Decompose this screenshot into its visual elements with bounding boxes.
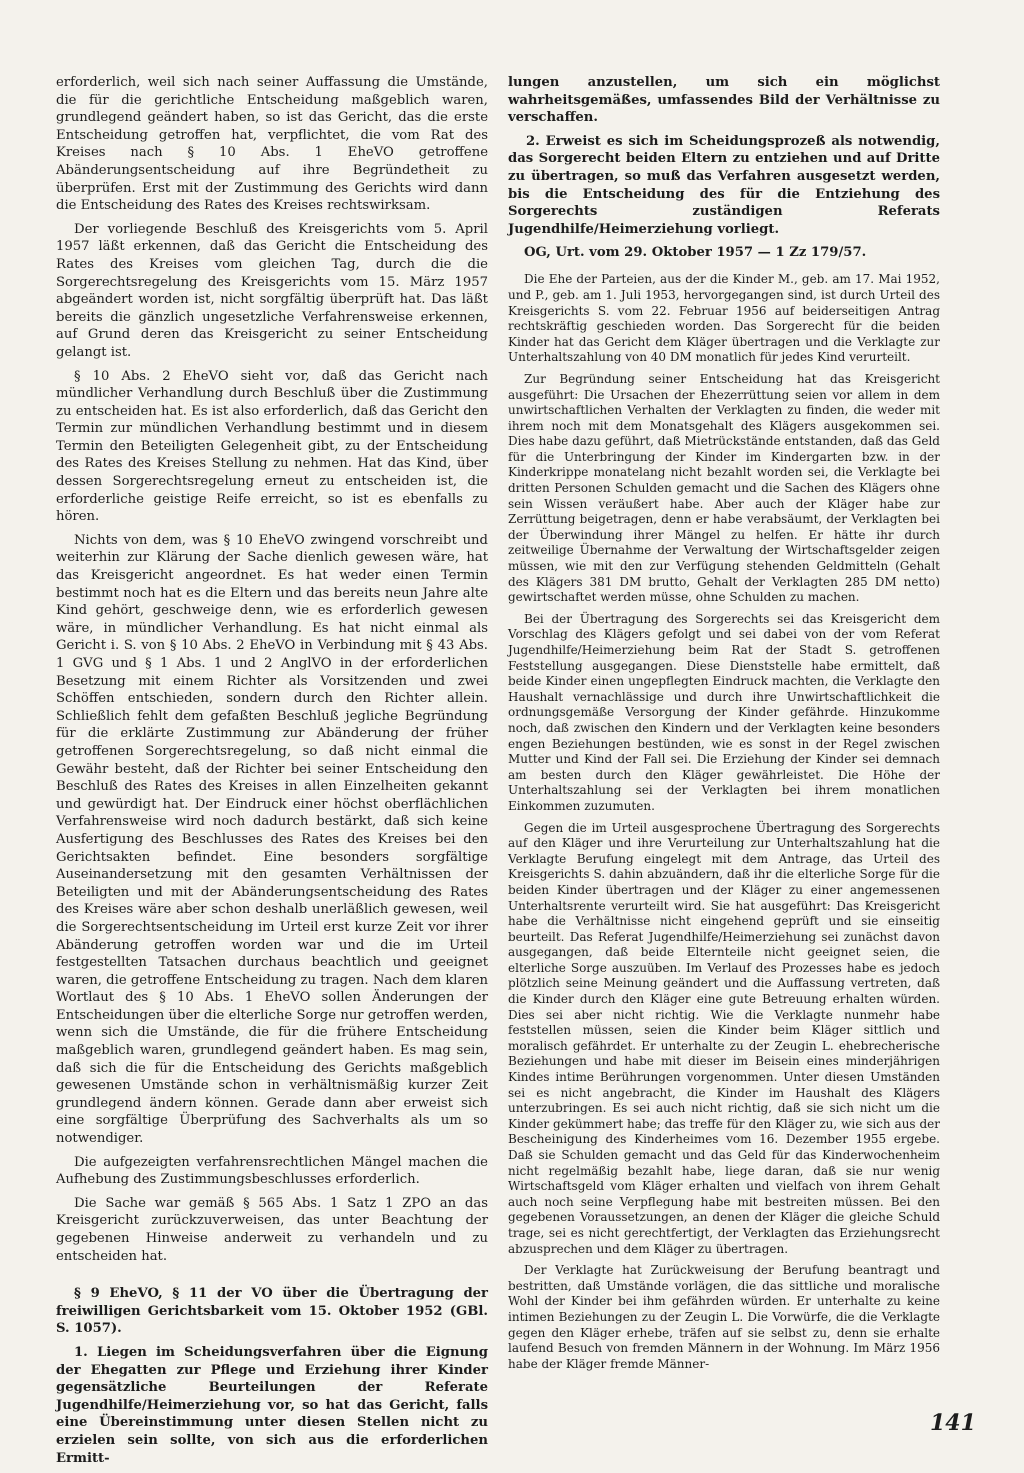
left-column xyxy=(56,74,488,1473)
paragraph: Der vorliegende Beschluß des Kreisgerichts vom 5. April 1957 läßt erkennen, daß das Gericht die Entscheidung des Rates des Kreises vom gleichen Tag, durch die die Sorgerechtsregelung des Kreisgerichts vom 15. März 1957 abgeändert worden ist, nicht sorgfältig überprüft hat. Das läßt bereits die gänzlich ungesetzliche Verfahrensweise erkennen, auf Grund deren das Kreisgericht zu seiner Entscheidung gelangt ist. xyxy=(56,221,488,360)
headnote: lungen anzustellen, um sich ein möglichst wahrheitsgemäßes, umfassendes Bild der Verhältnisse zu verschaffen. xyxy=(508,75,940,126)
headnote: 2. Erweist es sich im Scheidungsprozeß als notwendig, das Sorgerecht beiden Eltern zu entziehen und auf Dritte zu übertragen, so muß das Verfahren ausgesetzt werden, bis die Entscheidung des für die Entziehung des Sorgerechts zuständigen Referats Jugendhilfe/Heimerziehung vorliegt. xyxy=(508,133,940,237)
paragraph: Zur Begründung seiner Entscheidung hat das Kreisgericht ausgeführt: Die Ursachen der Ehezerrüttung seien vor allem in dem unwirtschaftlichen Verhalten der Verklagten zu finden, die weder mit ihrem noch mit dem Monatsgehalt des Klägers ausgekommen sei. Dies habe dazu geführt, daß Mietrückstände entstanden, daß das Geld für die Unterbringung der Kinder im Kindergarten bzw. in der Kinderkrippe monatelang nicht bezahlt worden sei, die Verklagte bei dritten Personen Schulden gemacht und die Sachen des Klägers ohne sein Wissen veräußert habe. Aber auch der Kläger habe zur Zerrüttung beigetragen, denn er habe verabsäumt, der Verklagten bei der Überwindung ihrer Mängel zu helfen. Er hätte ihr durch zeitweilige Übernahme der Verwaltung der Wirtschaftsgelder zeigen müssen, wie mit den zur Verfügung stehenden Geldmitteln (Gehalt des Klägers 381 DM brutto, Gehalt der Verklagten 285 DM netto) gewirtschaftet werden müsse, ohne Schulden zu machen. xyxy=(508,371,940,605)
right-column xyxy=(508,74,940,1378)
paragraph: Die aufgezeigten verfahrensrechtlichen Mängel machen die Aufhebung des Zustimmungsbeschlusses erforderlich. xyxy=(56,1154,488,1188)
paragraph: Die Ehe der Parteien, aus der die Kinder M., geb. am 17. Mai 1952, und P., geb. am 1. Juli 1953, hervorgegangen sind, ist durch Urteil des Kreisgerichts S. vom 22. Februar 1956 auf beiderseitigen Antrag rechtskräftig geschieden worden. Das Sorgerecht für die beiden Kinder hat das Gericht dem Kläger übertragen und die Verklagte zur Unterhaltszahlung von 40 DM monatlich für jedes Kind verurteilt. xyxy=(508,272,940,365)
paragraph: erforderlich, weil sich nach seiner Auffassung die Umstände, die für die gerichtliche Entscheidung maßgeblich waren, grundlegend geändert haben, so ist das Gericht, das die erste Entscheidung getroffen hat, verpflichtet, die vom Rat des Kreises nach § 10 Abs. 1 EheVO getroffene Abänderungsentscheidung auf ihre Begründetheit zu überprüfen. Erst mit der Zustimmung des Gerichts wird dann die Entscheidung des Rates des Kreises rechtswirksam. xyxy=(56,75,488,214)
headnote: 1. Liegen im Scheidungsverfahren über die Eignung der Ehegatten zur Pflege und Erziehung ihrer Kinder gegensätzliche Beurteilungen der Referate Jugendhilfe/Heimerziehung vor, so hat das Gericht, falls eine Übereinstimmung unter diesen Stellen nicht zu erzielen sein sollte, von sich aus die erforderlichen Ermitt- xyxy=(56,1344,488,1466)
paragraph: Die Sache war gemäß § 565 Abs. 1 Satz 1 ZPO an das Kreisgericht zurückzuverweisen, das unter Beachtung der gegebenen Hinweise anderweit zu verhandeln und zu entscheiden hat. xyxy=(56,1195,488,1264)
court-citation: OG, Urt. vom 29. Oktober 1957 — 1 Zz 179/57. xyxy=(524,245,867,261)
paragraph: Der Verklagte hat Zurückweisung der Berufung beantragt und bestritten, daß Umstände vorlägen, die das sittliche und moralische Wohl der Kinder bei ihm gefährden würden. Er unterhalte zu keine intimen Beziehungen zu der Zeugin L. Die Vorwürfe, die die Verklagte gegen den Kläger erhebe, träfen auf sie selbst zu, denn sie erhalte laufend Besuch von fremden Männern in der Wohnung. Im März 1956 habe der Kläger fremde Männer- xyxy=(508,1263,940,1371)
page-number: 141 xyxy=(930,1410,976,1436)
paragraph: Nichts von dem, was § 10 EheVO zwingend vorschreibt und weiterhin zur Klärung der Sache dienlich gewesen wäre, hat das Kreisgericht angeordnet. Es hat weder einen Termin bestimmt noch hat es die Eltern und das bereits neun Jahre alte Kind gehört, geschweige denn, wie es erforderlich gewesen wäre, in mündlicher Verhandlung. Es hat nicht einmal als Gericht i. S. von § 10 Abs. 2 EheVO in Verbindung mit § 43 Abs. 1 GVG und § 1 Abs. 1 und 2 AnglVO in der erforderlichen Besetzung mit einem Richter als Vorsitzenden und zwei Schöffen entschieden, sondern durch den Richter allein. Schließlich fehlt dem gefaßten Beschluß jegliche Begründung für die erklärte Zustimmung zur Abänderung der früher getroffenen Sorgerechtsregelung, so daß nicht einmal die Gewähr besteht, daß der Richter bei seiner Entscheidung den Beschluß des Rates des Kreises in allen Einzelheiten gekannt und gewürdigt hat. Der Eindruck einer höchst oberflächlichen Verfahrensweise wird noch dadurch bestärkt, daß sich keine Ausfertigung des Beschlusses des Rates des Kreises bei den Gerichtsakten befindet. Eine besonders sorgfältige Auseinandersetzung mit den gesamten Verhältnissen der Beteiligten und mit der Abänderungsentscheidung des Rates des Kreises wäre aber schon deshalb unerläßlich gewesen, weil die Sorgerechtsentscheidung im Urteil erst kurze Zeit vor ihrer Abänderung getroffen worden war und die im Urteil festgestellten Tatsachen durchaus beachtlich und geeignet waren, die getroffene Entscheidung zu tragen. Nach dem klaren Wortlaut des § 10 Abs. 1 EheVO sollen Änderungen der Entscheidungen über die elterliche Sorge nur getroffen werden, wenn sich die Umstände, die für die frühere Entscheidung maßgeblich waren, grundlegend geändert haben. Es mag sein, daß sich die für die Entscheidung des Gerichts maßgeblich gewesenen Umstände schon in verhältnismäßig kurzer Zeit grundlegend ändern können. Gerade dann aber erweist sich eine sorgfältige Überprüfung des Sachverhalts als um so notwendiger. xyxy=(56,532,488,1147)
section-heading: § 9 EheVO, § 11 der VO über die Übertragung der freiwilligen Gerichtsbarkeit vom 15. Oktober 1952 (GBl. S. 1057). xyxy=(56,1286,488,1337)
paragraph: Gegen die im Urteil ausgesprochene Übertragung des Sorgerechts auf den Kläger und ihre Verurteilung zur Unterhaltszahlung hat die Verklagte Berufung eingelegt mit dem Antrage, das Urteil des Kreisgerichts S. dahin abzuändern, daß ihr die elterliche Sorge für die beiden Kinder übertragen und der Kläger zu einer angemessenen Unterhaltsrente verurteilt wird. Sie hat ausgeführt: Das Kreisgericht habe die Verhältnisse nicht eingehend geprüft und sie einseitig beurteilt. Das Referat Jugendhilfe/Heimerziehung sei zunächst davon ausgegangen, daß beide Elternteile nicht geeignet seien, die elterliche Sorge auszuüben. Im Verlauf des Prozesses habe es jedoch plötzlich seine Meinung geändert und die Auffassung vertreten, daß die Kinder durch den Kläger eine gute Betreuung erhalten würden. Dies sei aber nicht richtig. Wie die Verklagte nunmehr habe feststellen müssen, seien die Kinder beim Kläger sittlich und moralisch gefährdet. Er unterhalte zu der Zeugin L. ehebrecherische Beziehungen und habe mit dieser im Beisein eines minderjährigen Kindes intime Berührungen vorgenommen. Unter diesen Umständen sei es nicht angebracht, die Kinder im Haushalt des Klägers unterzubringen. Es sei auch nicht richtig, daß sie sich nicht um die Kinder gekümmert habe; das treffe für den Kläger zu, wie sich aus der Bescheinigung des Kinderheimes vom 16. Dezember 1955 ergebe. Daß sie Schulden gemacht und das Geld für das Kinderwochenheim nicht regelmäßig bezahlt habe, liege daran, daß sie nur wenig Wirtschaftsgeld vom Kläger erhalten und vielfach von ihrem Gehalt auch noch seine Verpflegung habe mit bestreiten müssen. Bei den gegebenen Voraussetzungen, an denen der Kläger die gleiche Schuld trage, sei es nicht gerechtfertigt, der Verklagten das Erziehungsrecht abzusprechen und dem Kläger zu übertragen. xyxy=(508,820,940,1256)
paragraph: Bei der Übertragung des Sorgerechts sei das Kreisgericht dem Vorschlag des Klägers gefolgt und sei dabei von der vom Referat Jugendhilfe/Heimerziehung beim Rat der Stadt S. getroffenen Feststellung ausgegangen. Diese Dienststelle habe ermittelt, daß beide Kinder einen ungepflegten Eindruck machten, die Verklagte den Haushalt vernachlässige und durch ihre Unwirtschaftlichkeit die ordnungsgemäße Versorgung der Kinder gefährde. Hinzukomme noch, daß zwischen den Kindern und der Verklagten keine besonders engen Beziehungen bestünden, wie es sonst in der Regel zwischen Mutter und Kind der Fall sei. Die Erziehung der Kinder sei demnach am besten durch den Kläger gewährleistet. Die Höhe der Unterhaltszahlung sei der Verklagten bei ihrem monatlichen Einkommen zuzumuten. xyxy=(508,611,940,813)
paragraph: § 10 Abs. 2 EheVO sieht vor, daß das Gericht nach mündlicher Verhandlung durch Beschluß über die Zustimmung zu entscheiden hat. Es ist also erforderlich, daß das Gericht den Termin zur mündlichen Verhandlung bestimmt und in diesem Termin den Beteiligten Gelegenheit gibt, zu der Entscheidung des Rates des Kreises Stellung zu nehmen. Hat das Kind, über dessen Sorgerechtsregelung erneut zu entscheiden ist, die erforderliche geistige Reife erreicht, so ist es ebenfalls zu hören. xyxy=(56,368,488,525)
